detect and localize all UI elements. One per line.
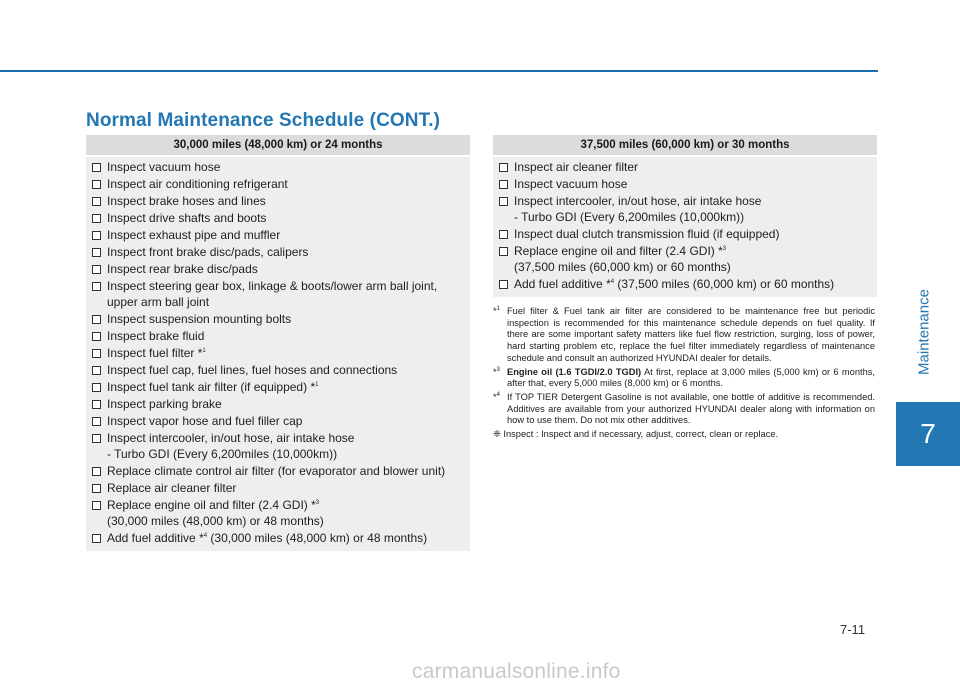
- footnote-ref: 1: [315, 382, 319, 388]
- checklist-item: [499, 159, 871, 175]
- inspect-note: ❈ Inspect : Inspect and if necessary, adjust, correct, clean or replace.: [493, 429, 779, 440]
- checklist-item-text: Inspect intercooler, in/out hose, air intake hose - Turbo GDI (Every 6,200miles (10,000km)): [107, 431, 355, 461]
- checklist-item-text: Inspect exhaust pipe and muffler: [107, 228, 281, 242]
- checklist-item-text: Inspect vacuum hose: [514, 177, 628, 191]
- checklist-item: [92, 396, 464, 412]
- checklist-item: [92, 328, 464, 344]
- checklist-item-text: Inspect fuel tank air filter (if equipped) *$^1$: [107, 380, 319, 394]
- checklist-item-text: Inspect fuel cap, fuel lines, fuel hoses and connections: [107, 363, 398, 377]
- checklist-item: [92, 463, 464, 479]
- footnote-text: Engine oil (1.6 TGDI/2.0 TGDI) At first, replace at 3,000 miles (5,000 km) or 6 months, after that, every 5,000 miles (8,000 km) or 6 months.: [507, 366, 875, 389]
- checkbox-icon: [92, 248, 101, 257]
- checklist-item-text: Replace climate control air filter (for evaporator and blower unit): [107, 464, 446, 478]
- checkbox-icon: [92, 366, 101, 375]
- checklist-item: [92, 379, 464, 395]
- checklist-item: [92, 193, 464, 209]
- checklist-item-text: Inspect steering gear box, linkage & boots/lower arm ball joint, upper arm ball joint: [107, 279, 438, 309]
- checklist-item: [92, 362, 464, 378]
- checkbox-icon: [92, 231, 101, 240]
- checkbox-icon: [92, 467, 101, 476]
- footnote-ref: 4: [203, 533, 208, 539]
- footnote-marker: *$^3$: [493, 366, 500, 377]
- checkbox-icon: [92, 265, 101, 274]
- checklist-item: [499, 176, 871, 192]
- footnote: [493, 306, 875, 365]
- checklist-item: [92, 413, 464, 429]
- checklist-item-text: Inspect rear brake disc/pads: [107, 262, 258, 276]
- footnote-marker: *$^4$: [493, 391, 500, 402]
- checklist-item-text: Inspect parking brake: [107, 397, 222, 411]
- checklist-item-text: Inspect vapor hose and fuel filler cap: [107, 414, 303, 428]
- checklist-item-text: Add fuel additive *$^4$ (37,500 miles (60,000 km) or 60 months): [514, 277, 835, 291]
- checkbox-icon: [92, 484, 101, 493]
- footnote-text: If TOP TIER Detergent Gasoline is not available, one bottle of additive is recommended. Additives are available from your authorized HYUNDAI dealer along with information on how to use them. Do not mix other additives.: [507, 391, 875, 426]
- checkbox-icon: [92, 180, 101, 189]
- checklist-item: [92, 227, 464, 243]
- footnotes: [493, 306, 875, 441]
- checklist-item-text: Inspect air cleaner filter: [514, 160, 639, 174]
- top-rule: [0, 70, 878, 72]
- checklist-item: [499, 243, 871, 275]
- checklist-item: [499, 193, 871, 225]
- checklist-item: [92, 311, 464, 327]
- checkbox-icon: [499, 280, 508, 289]
- checklist: [493, 157, 877, 297]
- page-number: 7-11: [840, 622, 866, 637]
- checkbox-icon: [499, 230, 508, 239]
- checklist-item: [92, 176, 464, 192]
- checklist-item-text: Inspect vacuum hose: [107, 160, 221, 174]
- watermark: carmanualsonline.info: [412, 660, 621, 683]
- checklist-item: [499, 226, 871, 242]
- checklist-item: [92, 480, 464, 496]
- footnote: [493, 392, 875, 427]
- checkbox-icon: [92, 434, 101, 443]
- column-header: 37,500 miles (60,000 km) or 30 months: [493, 135, 877, 155]
- checkbox-icon: [92, 417, 101, 426]
- checklist-item: [92, 497, 464, 529]
- footnote-ref: 4: [610, 279, 615, 285]
- checklist-item: [499, 276, 871, 292]
- checklist-item-text: Replace engine oil and filter (2.4 GDI) *$^3$ (37,500 miles (60,000 km) or 60 months): [514, 244, 731, 274]
- checklist-item-text: Replace engine oil and filter (2.4 GDI) *$^3$ (30,000 miles (48,000 km) or 48 months): [107, 498, 324, 528]
- schedule-37500-column: [493, 135, 877, 297]
- checkbox-icon: [92, 349, 101, 358]
- column-header: 30,000 miles (48,000 km) or 24 months: [86, 135, 470, 155]
- checkbox-icon: [92, 501, 101, 510]
- footnote: [493, 367, 875, 390]
- checklist-item-text: Inspect dual clutch transmission fluid (if equipped): [514, 227, 780, 241]
- checkbox-icon: [92, 400, 101, 409]
- checklist-item-text: Inspect suspension mounting bolts: [107, 312, 292, 326]
- checkbox-icon: [499, 163, 508, 172]
- page-title: Normal Maintenance Schedule (CONT.): [86, 110, 441, 131]
- checkbox-icon: [92, 282, 101, 291]
- chapter-tab: 7: [896, 402, 960, 466]
- checklist-item-text: Add fuel additive *$^4$ (30,000 miles (48,000 km) or 48 months): [107, 531, 428, 545]
- checkbox-icon: [92, 315, 101, 324]
- checkbox-icon: [92, 534, 101, 543]
- footnote-text: Fuel filter & Fuel tank air filter are considered to be maintenance free but periodic inspection is recommended for this maintenance schedule depends on fuel quality. If there are some important safety matters like fuel flow restriction, surging, loss of power, hard starting problem etc, replace the fuel filter immediately regardless of maintenance schedule and consult an authorized HYUNDAI dealer for details.: [507, 306, 875, 363]
- checklist-item-text: Inspect air conditioning refrigerant: [107, 177, 288, 191]
- side-section-label: Maintenance: [915, 289, 933, 375]
- checkbox-icon: [499, 180, 508, 189]
- checklist-item-text: Inspect front brake disc/pads, calipers: [107, 245, 309, 259]
- checklist-item: [92, 210, 464, 226]
- checkbox-icon: [92, 197, 101, 206]
- checkbox-icon: [499, 247, 508, 256]
- footnote-ref: 1: [202, 348, 206, 354]
- checklist-item-text: Inspect drive shafts and boots: [107, 211, 267, 225]
- checklist-item-text: Inspect intercooler, in/out hose, air intake hose - Turbo GDI (Every 6,200miles (10,000km)): [514, 194, 762, 224]
- checklist-item: [92, 430, 464, 462]
- checklist-item-text: Inspect fuel filter *$^1$: [107, 346, 206, 360]
- checklist-item: [92, 530, 464, 546]
- checkbox-icon: [92, 383, 101, 392]
- checklist-item-text: Inspect brake hoses and lines: [107, 194, 266, 208]
- footnote-ref: 3: [315, 500, 320, 506]
- checklist-item: [92, 244, 464, 260]
- checklist-item: [92, 278, 464, 310]
- checkbox-icon: [92, 214, 101, 223]
- schedule-30000-column: [86, 135, 470, 551]
- checkbox-icon: [92, 163, 101, 172]
- checkbox-icon: [92, 332, 101, 341]
- checklist-item-text: Replace air cleaner filter: [107, 481, 237, 495]
- footnote-ref: 3: [722, 246, 727, 252]
- checklist: [86, 157, 470, 551]
- footnote-marker: *$^1$: [493, 305, 500, 316]
- checklist-item: [92, 345, 464, 361]
- checkbox-icon: [499, 197, 508, 206]
- checklist-item: [92, 261, 464, 277]
- checklist-item-text: Inspect brake fluid: [107, 329, 205, 343]
- checklist-item: [92, 159, 464, 175]
